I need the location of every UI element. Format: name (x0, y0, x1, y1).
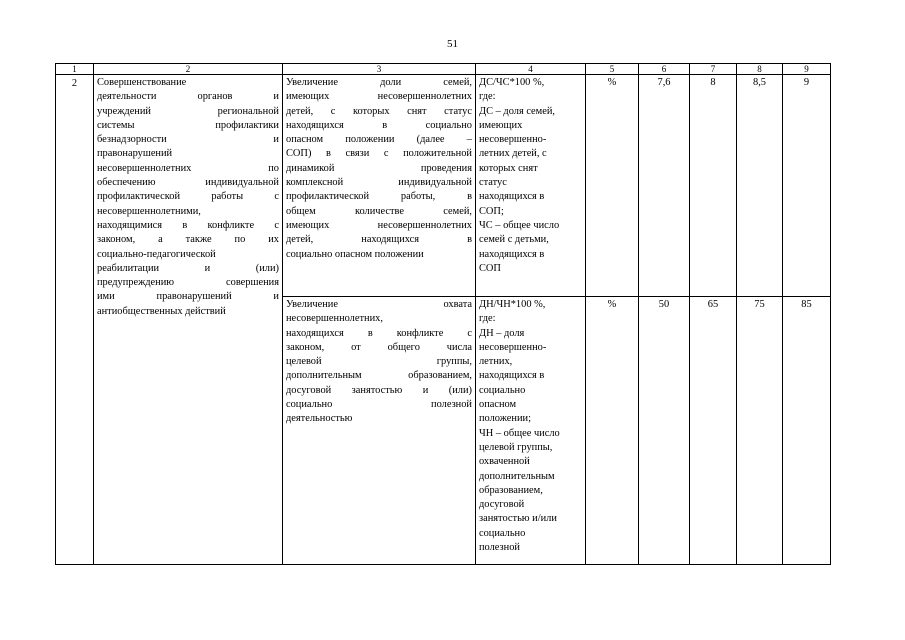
column-number: 6 (639, 64, 690, 75)
text-line: деятельностью (286, 413, 353, 425)
text-line: статус (479, 177, 507, 189)
text-line: ЧС – общее число (479, 219, 560, 231)
text-line: СОП (479, 262, 501, 274)
text-line: ДС/ЧС*100 %, (479, 77, 545, 88)
text-line: ДН – доля (479, 327, 525, 339)
text-line: профилактической работы с (97, 191, 279, 203)
text-line: положении; (479, 413, 531, 425)
value-year-2: 65 (690, 297, 737, 565)
text-line: комплексной индивидуальной (286, 177, 472, 189)
column-number: 7 (690, 64, 737, 75)
column-number: 1 (56, 64, 94, 75)
text-line: ЧН – общее число (479, 427, 560, 439)
value-year-2: 8 (690, 75, 737, 297)
text-line: социально (479, 384, 526, 396)
text-line: социально (479, 527, 526, 539)
text-line: Совершенствование (97, 77, 187, 88)
text-line: безнадзорности и (97, 134, 279, 146)
text-line: учреждений региональной (97, 105, 279, 117)
text-line: имеющих несовершеннолетних (286, 91, 472, 103)
value-year-4: 9 (783, 75, 831, 297)
value-year-1: 50 (639, 297, 690, 565)
formula-text (479, 298, 582, 555)
column-number-row (56, 64, 831, 75)
column-number: 9 (783, 64, 831, 75)
text-line: целевой группы, (286, 356, 472, 368)
unit-cell: % (586, 297, 639, 565)
text-line: социально-педагогической (97, 248, 216, 260)
text-line: досуговой занятостью и (или) (286, 384, 472, 396)
text-line: детей, с которых снят статус (286, 105, 472, 117)
text-line: находящихся в (479, 191, 545, 203)
formula-text (479, 76, 582, 276)
text-line: дополнительным (479, 470, 555, 482)
text-line: целевой группы, (479, 441, 553, 453)
text-line: находящихся в социально (286, 119, 472, 131)
text-line: полезной (479, 542, 520, 554)
text-line: законом, а также по их (97, 234, 279, 246)
column-number: 2 (94, 64, 283, 75)
text-line: имеющих несовершеннолетних (286, 219, 472, 231)
text-line: реабилитации и (или) (97, 262, 279, 274)
text-line: находящимися в конфликте с (97, 219, 279, 231)
text-line: антиобщественных действий (97, 305, 226, 317)
value-year-4: 85 (783, 297, 831, 565)
text-line: опасном (479, 399, 517, 411)
page-number: 51 (447, 38, 458, 50)
text-line: предупреждению совершения (97, 277, 279, 289)
text-line: охваченной (479, 456, 530, 468)
formula-cell (476, 75, 586, 297)
text-line: где: (479, 313, 496, 325)
text-line: имеющих (479, 119, 523, 131)
goal-text (97, 76, 279, 319)
text-line: летних детей, с (479, 148, 547, 160)
text-line: находящихся в конфликте с (286, 327, 472, 339)
text-line: ДН/ЧН*100 %, (479, 299, 546, 310)
text-line: ими правонарушений и (97, 291, 279, 303)
indicator-name (286, 298, 472, 427)
text-line: несовершенно- (479, 341, 547, 353)
text-line: несовершеннолетними, (97, 205, 201, 217)
text-line: занятостью и/или (479, 513, 557, 525)
table-row (56, 75, 831, 297)
text-line: несовершеннолетних по (97, 162, 279, 174)
indicator-name (286, 76, 472, 262)
text-line: законом, от общего числа (286, 341, 472, 353)
text-line: социально полезной (286, 399, 472, 411)
text-line: СОП) в связи с положительной (286, 148, 472, 160)
column-number: 5 (586, 64, 639, 75)
text-line: где: (479, 91, 496, 103)
text-line: Увеличение доли семей, (286, 77, 472, 88)
unit-cell: % (586, 75, 639, 297)
text-line: опасном положении (далее – (286, 134, 472, 146)
text-line: обеспечению индивидуальной (97, 177, 279, 189)
text-line: ДС – доля семей, (479, 105, 556, 117)
text-line: несовершеннолетних, (286, 313, 383, 325)
text-line: социально опасном положении (286, 248, 424, 260)
text-line: образованием, (479, 484, 543, 496)
text-line: системы профилактики (97, 119, 279, 131)
row-number: 2 (56, 75, 94, 565)
formula-cell (476, 297, 586, 565)
text-line: деятельности органов и (97, 91, 279, 103)
text-line: Увеличение охвата (286, 299, 472, 310)
indicator-table (55, 63, 831, 565)
text-line: находящихся в (479, 370, 545, 382)
text-line: детей, находящихся в (286, 234, 472, 246)
value-year-1: 7,6 (639, 75, 690, 297)
text-line: досуговой (479, 499, 525, 511)
value-year-3: 75 (737, 297, 783, 565)
goal-cell (94, 75, 283, 565)
text-line: правонарушений (97, 148, 173, 160)
text-line: СОП; (479, 205, 504, 217)
text-line: находящихся в (479, 248, 545, 260)
text-line: профилактической работы, в (286, 191, 472, 203)
text-line: несовершенно- (479, 134, 547, 146)
column-number: 3 (283, 64, 476, 75)
text-line: динамикой проведения (286, 162, 472, 174)
text-line: летних, (479, 356, 513, 368)
text-line: дополнительным образованием, (286, 370, 472, 382)
text-line: семей с детьми, (479, 234, 549, 246)
column-number: 8 (737, 64, 783, 75)
value-year-3: 8,5 (737, 75, 783, 297)
indicator-name-cell (283, 75, 476, 297)
indicator-name-cell (283, 297, 476, 565)
text-line: общем количестве семей, (286, 205, 472, 217)
text-line: которых снят (479, 162, 538, 174)
column-number: 4 (476, 64, 586, 75)
